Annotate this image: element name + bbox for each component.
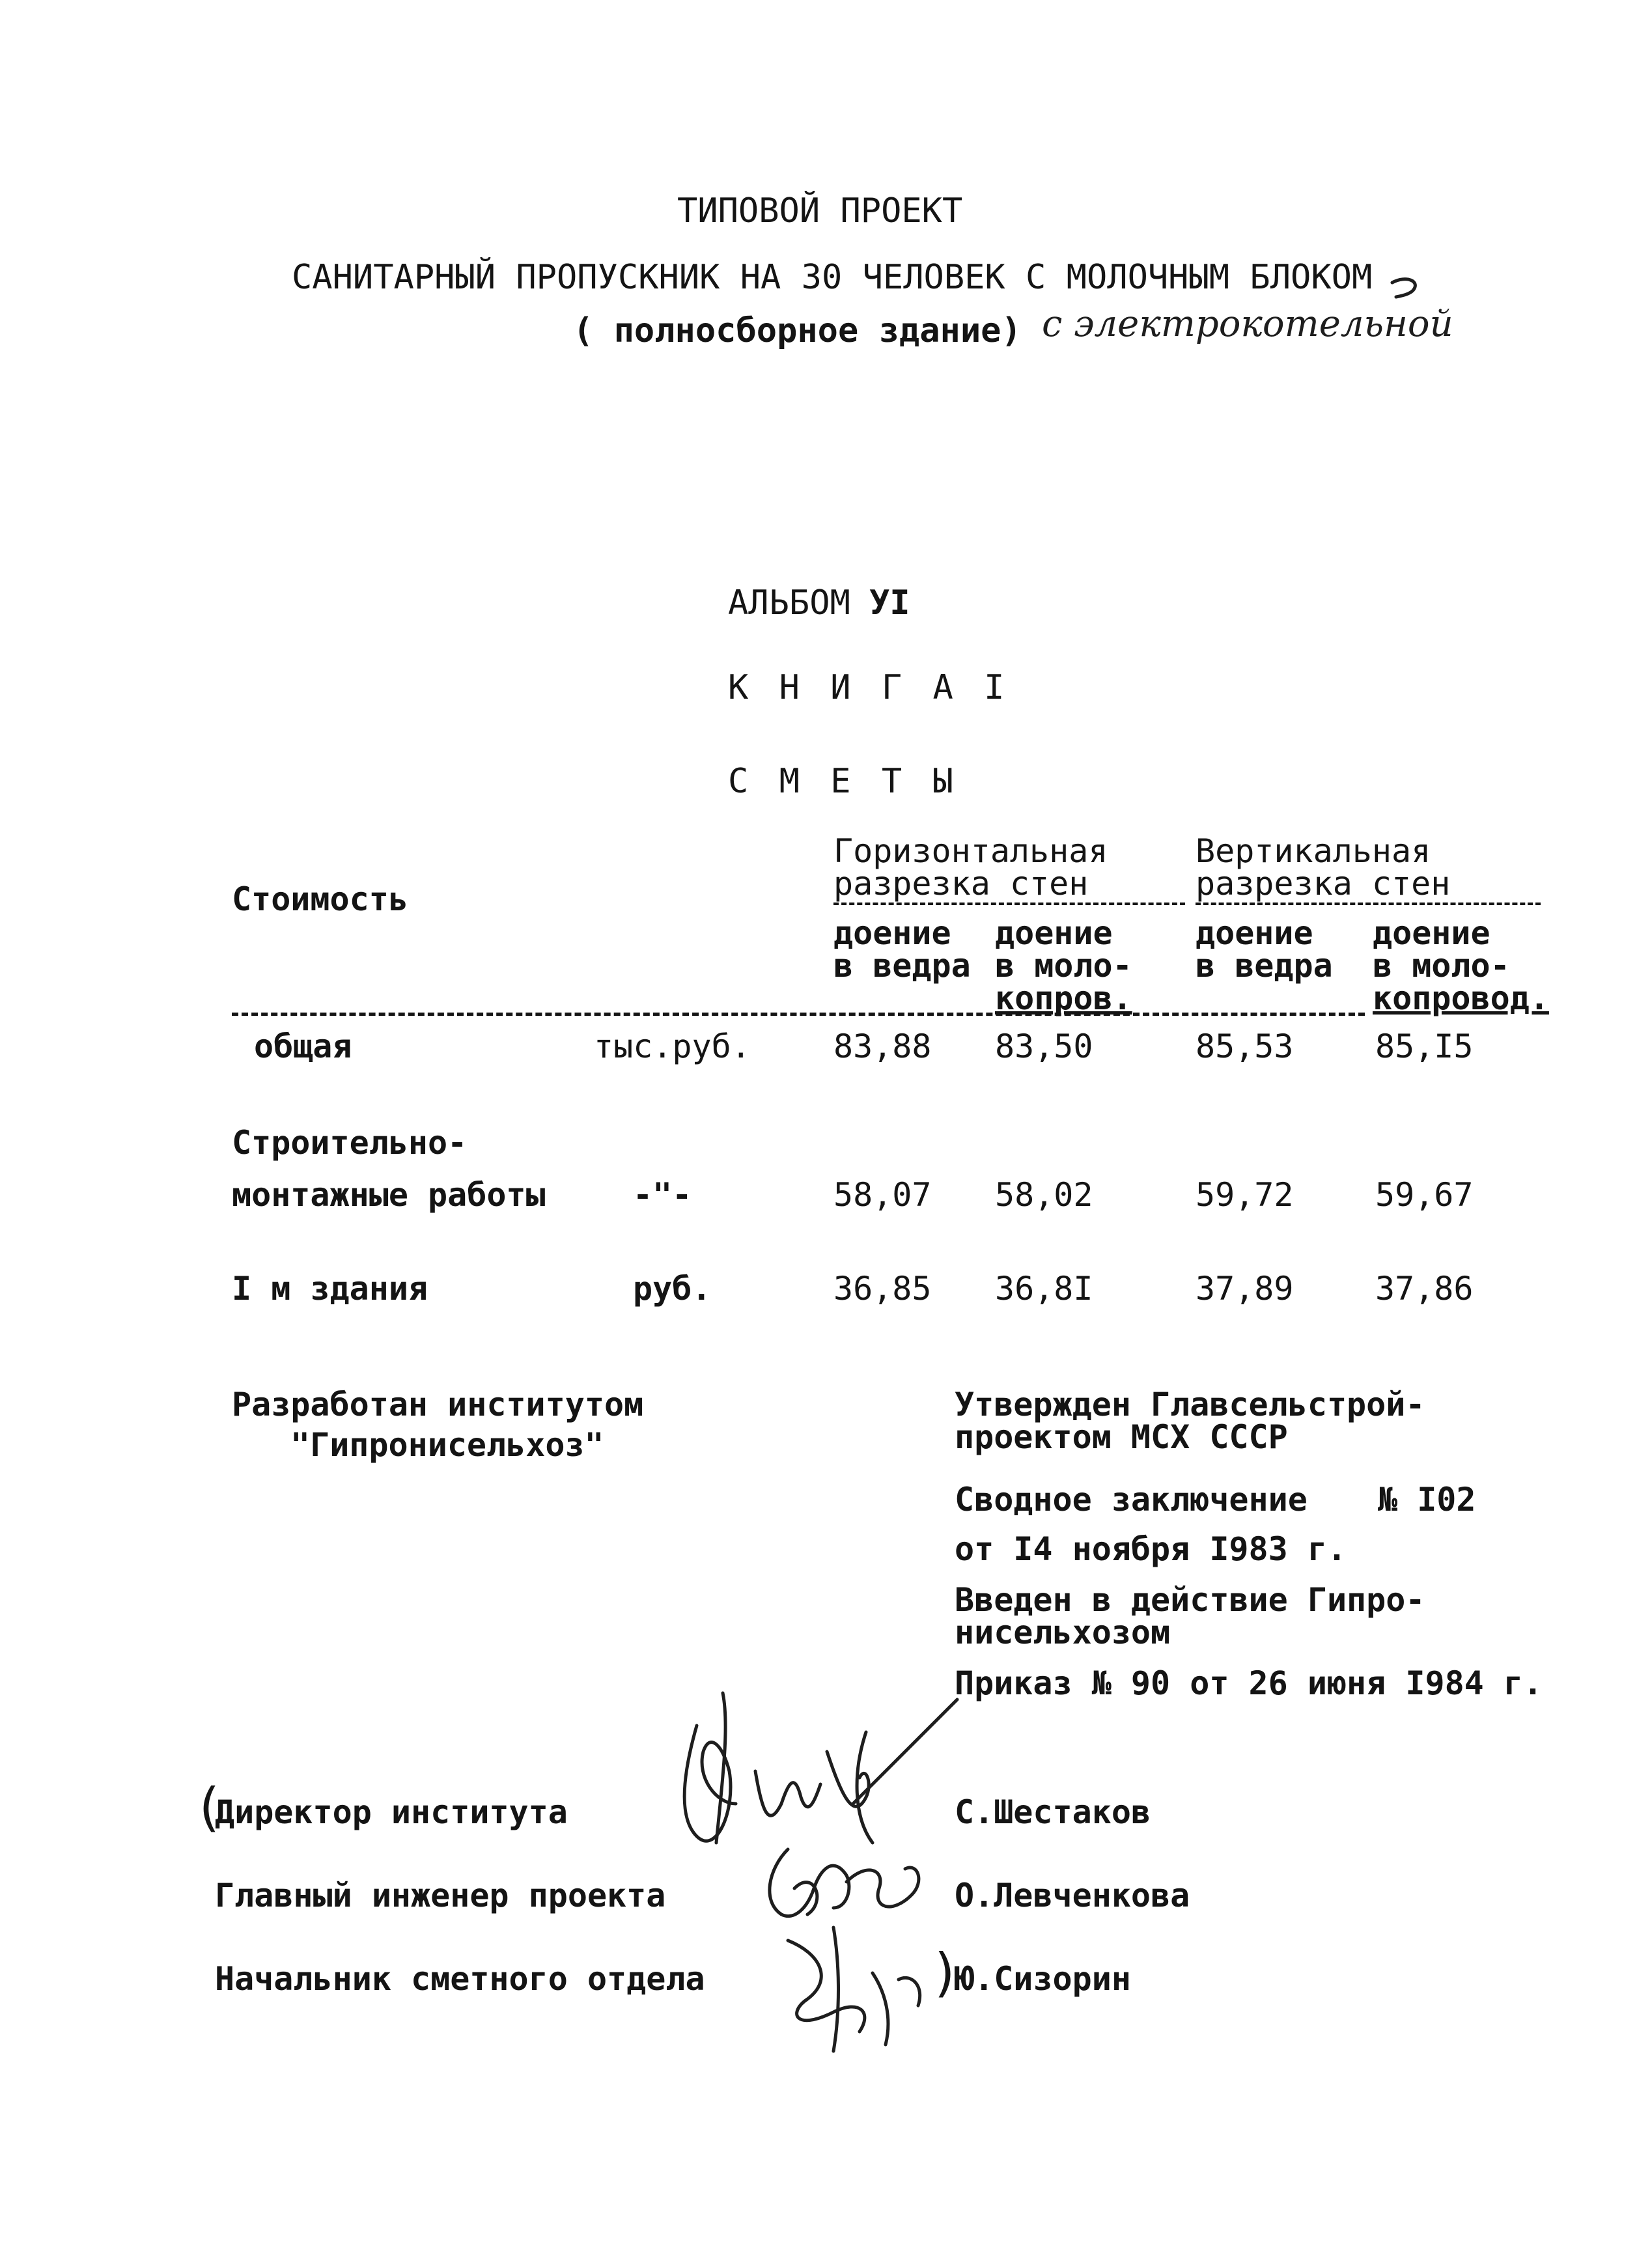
book-number: К Н И Г А I xyxy=(728,668,1010,707)
cell-value: 36,8I xyxy=(995,1270,1093,1308)
group-header-vertical-sub: разрезка стен xyxy=(1196,865,1451,903)
row-unit: тыс.руб. xyxy=(594,1028,751,1065)
cell-value: 58,07 xyxy=(833,1176,932,1214)
bracket-mark-right: ) xyxy=(930,1942,962,2003)
cell-value: 37,86 xyxy=(1375,1270,1474,1308)
cell-value: 85,I5 xyxy=(1375,1028,1474,1065)
col-header-1-line1: доение xyxy=(833,914,951,952)
signatory-name: С.Шестаков xyxy=(955,1793,1151,1831)
cell-value: 36,85 xyxy=(833,1270,932,1308)
col-header-2-line2: в моло- xyxy=(995,947,1132,985)
cell-value: 83,50 xyxy=(995,1028,1093,1065)
col-header-4-line3: копровод. xyxy=(1373,979,1549,1017)
group-header-vertical: Вертикальная xyxy=(1196,832,1431,870)
signatory-title: Главный инженер проекта xyxy=(215,1877,666,1914)
conclusion-date: от I4 ноября I983 г. xyxy=(955,1530,1347,1568)
project-subtitle: ( полносборное здание) xyxy=(573,311,1022,350)
enacted-line2: нисельхозом xyxy=(955,1614,1171,1651)
signatory-name: Ю.Сизорин xyxy=(955,1960,1131,1998)
col-header-4-line2: в моло- xyxy=(1373,947,1510,985)
row-unit: руб. xyxy=(633,1270,712,1308)
table-header-separator xyxy=(232,1013,1365,1016)
conclusion-label: Сводное заключение xyxy=(955,1481,1308,1519)
album-label: АЛЬБОМ xyxy=(728,583,850,623)
group-header-horizontal: Горизонтальная xyxy=(833,832,1108,870)
cell-value: 59,67 xyxy=(1375,1176,1474,1214)
handwritten-addition: с электрокотельной xyxy=(1042,303,1453,345)
handwritten-bracket-mark xyxy=(1387,273,1426,306)
section-title: С М Е Т Ы xyxy=(728,762,958,801)
approval-line1: Утвержден Главсельстрой- xyxy=(955,1386,1425,1423)
bracket-mark: ( xyxy=(193,1777,225,1838)
album-number: УI xyxy=(869,583,910,623)
row-unit: -"- xyxy=(633,1176,692,1214)
cell-value: 37,89 xyxy=(1196,1270,1294,1308)
developer-institute: "Гипрониcельхоз" xyxy=(290,1426,604,1464)
signatory-name: О.Левченкова xyxy=(955,1877,1190,1914)
group-header-horizontal-sub: разрезка стен xyxy=(833,865,1089,903)
group-underline-vertical xyxy=(1196,903,1541,905)
cell-value: 58,02 xyxy=(995,1176,1093,1214)
estimate-head-signature xyxy=(762,1914,931,2058)
col-header-3-line1: доение xyxy=(1196,914,1313,952)
row-label-continued: монтажные работы xyxy=(232,1176,546,1214)
group-underline-horizontal xyxy=(833,903,1185,905)
project-title: САНИТАРНЫЙ ПРОПУСКНИК НА 30 ЧЕЛОВЕК С МОЛОЧНЫМ БЛОКОМ xyxy=(292,258,1373,297)
row-label: общая xyxy=(254,1028,352,1065)
col-header-3-line2: в ведра xyxy=(1196,947,1333,985)
col-header-4-line1: доение xyxy=(1373,914,1490,952)
row-label: Строительно- xyxy=(232,1124,468,1162)
cell-value: 85,53 xyxy=(1196,1028,1294,1065)
row-header: Стоимость xyxy=(232,880,408,918)
row-label: I м здания xyxy=(232,1270,428,1308)
document-type: ТИПОВОЙ ПРОЕКТ xyxy=(677,191,963,231)
enacted-line1: Введен в действие Гипро- xyxy=(955,1581,1425,1619)
col-header-2-line1: доение xyxy=(995,914,1113,952)
conclusion-number: № I02 xyxy=(1378,1481,1476,1519)
signatory-title: Директор института xyxy=(215,1793,568,1831)
col-header-2-line3: копров. xyxy=(995,979,1132,1017)
developer-line1: Разработан институтом xyxy=(232,1386,644,1423)
cell-value: 83,88 xyxy=(833,1028,932,1065)
cell-value: 59,72 xyxy=(1196,1176,1294,1214)
signatory-title: Начальник сметного отдела xyxy=(215,1960,705,1998)
order-reference: Приказ № 90 от 26 июня I984 г. xyxy=(955,1664,1543,1702)
approval-line2: проектом МСХ СССР xyxy=(955,1418,1288,1456)
col-header-1-line2: в ведра xyxy=(833,947,971,985)
